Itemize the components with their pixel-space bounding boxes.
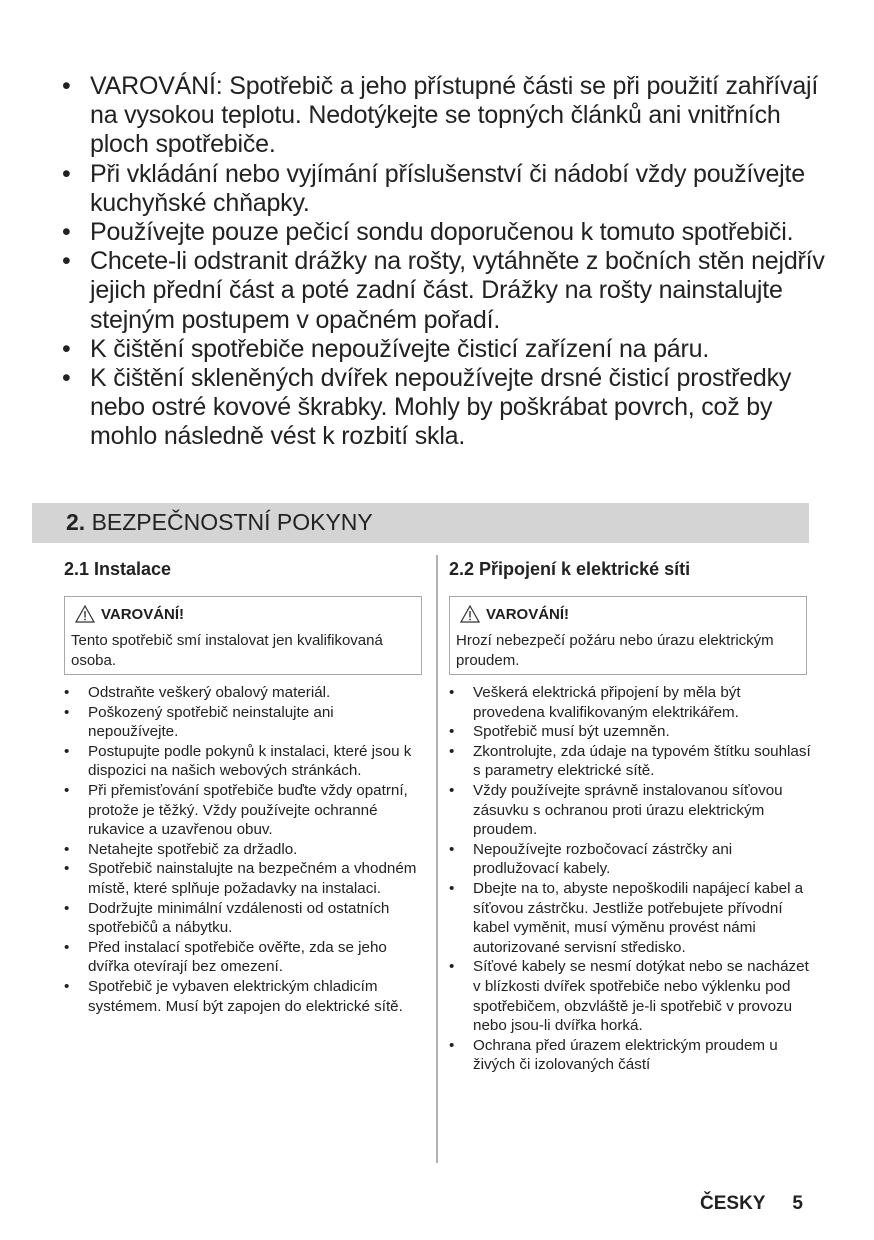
list-item: • VAROVÁNÍ: Spotřebič a jeho přístupné části se při použití zahřívají na vysokou teplotu. Nedotýkejte se topných článků ani vnitřních ploch spotřebiče.: [62, 72, 819, 159]
list-item: • Postupujte podle pokynů k instalaci, které jsou k dispozici na našich webových stránkách.: [64, 742, 412, 780]
section-title-text: BEZPEČNOSTNÍ POKYNY: [91, 509, 373, 535]
section-header: [32, 503, 809, 543]
list-item: • Nepoužívejte rozbočovací zástrčky ani prodlužovací kabely.: [449, 840, 733, 878]
list-item: • Před instalací spotřebiče ověřte, zda se jeho dvířka otevírají bez omezení.: [64, 938, 387, 976]
warning-triangle-icon: [75, 605, 95, 623]
section-title: [66, 509, 373, 536]
list-item: • Síťové kabely se nesmí dotýkat nebo se nacházet v blízkosti dvířek spotřebiče nebo výklenku pod spotřebičem, obzvláště je-li spotřebič v provozu nebo jsou-li dvířka horká.: [449, 958, 809, 1035]
list-item: • Poškozený spotřebič neinstalujte ani nepoužívejte.: [64, 703, 334, 741]
warning-label: VAROVÁNÍ!: [486, 605, 570, 623]
warning-box: [64, 596, 422, 675]
list-item: • K čištění skleněných dvířek nepoužívejte drsné čisticí prostředky nebo ostré kovové škrabky. Mohly by poškrábat povrch, což by mohlo následně vést k rozbití skla.: [62, 364, 792, 451]
list-item: • Netahejte spotřebič za držadlo.: [64, 840, 298, 858]
page-footer: [700, 1193, 803, 1215]
subsection-heading: 2.2 Připojení k elektrické síti: [449, 559, 691, 579]
section-number: 2.: [66, 509, 86, 535]
warning-header: [75, 603, 421, 625]
column-electrical: [449, 556, 813, 1075]
list-item: • Při přemisťování spotřebiče buďte vždy opatrní, protože je těžký. Vždy používejte ochranné rukavice a uzavřenou obuv.: [64, 781, 408, 839]
warning-triangle-icon: [460, 605, 480, 623]
list-item: • Ochrana před úrazem elektrickým proudem u živých či izolovaných částí: [449, 1036, 778, 1074]
column-divider: [436, 555, 438, 1163]
list-item: • Dodržujte minimální vzdálenosti od ostatních spotřebičů a nábytku.: [64, 899, 390, 937]
list-item: • Vždy používejte správně instalovanou síťovou zásuvku s ochranou proti úrazu elektrickým proudem.: [449, 781, 783, 839]
list-item: • Spotřebič musí být uzemněn.: [449, 723, 670, 741]
warning-box: [449, 596, 807, 675]
page-number: 5: [792, 1193, 803, 1214]
list-item: • Spotřebič je vybaven elektrickým chladicím systémem. Musí být zapojen do elektrické sítě.: [64, 977, 403, 1015]
list-item: • Chcete-li odstranit drážky na rošty, vytáhněte z bočních stěn nejdřív jejich přední část a poté zadní část. Drážky na rošty nainstalujte stejným postupem v opačném pořadí.: [62, 247, 825, 334]
list-item: • Dbejte na to, abyste nepoškodili napájecí kabel a síťovou zástrčku. Jestliže potřebujete přívodní kabel vyměnit, musí výměnu provést námi autorizované servisní středisko.: [449, 879, 804, 956]
list-item: • Zkontrolujte, zda údaje na typovém štítku souhlasí s parametry elektrické sítě.: [449, 742, 811, 780]
warning-text: Tento spotřebič smí instalovat jen kvalifikovaná osoba.: [71, 632, 383, 669]
list-item: • Veškerá elektrická připojení by měla být provedena kvalifikovaným elektrikářem.: [449, 684, 741, 721]
list-item: • Spotřebič nainstalujte na bezpečném a vhodném místě, které splňuje požadavky na instalaci.: [64, 860, 417, 897]
warning-label: VAROVÁNÍ!: [101, 605, 185, 623]
warning-header: [460, 603, 806, 625]
list-item: • K čištění spotřebiče nepoužívejte čisticí zařízení na páru.: [62, 334, 710, 363]
footer-language: ČESKY: [700, 1193, 766, 1214]
electrical-list: [449, 683, 813, 1075]
subsection-heading: 2.1 Instalace: [64, 559, 172, 579]
installation-list: [64, 683, 428, 1016]
top-bullet-list: [60, 72, 830, 452]
list-item: • Při vkládání nebo vyjímání příslušenství či nádobí vždy používejte kuchyňské chňapky.: [62, 159, 805, 217]
column-installation: [64, 556, 428, 1016]
list-item: • Odstraňte veškerý obalový materiál.: [64, 684, 331, 701]
list-item: • Používejte pouze pečicí sondu doporučenou k tomuto spotřebiči.: [62, 218, 794, 247]
warning-text: Hrozí nebezpečí požáru nebo úrazu elektrickým proudem.: [456, 632, 774, 669]
